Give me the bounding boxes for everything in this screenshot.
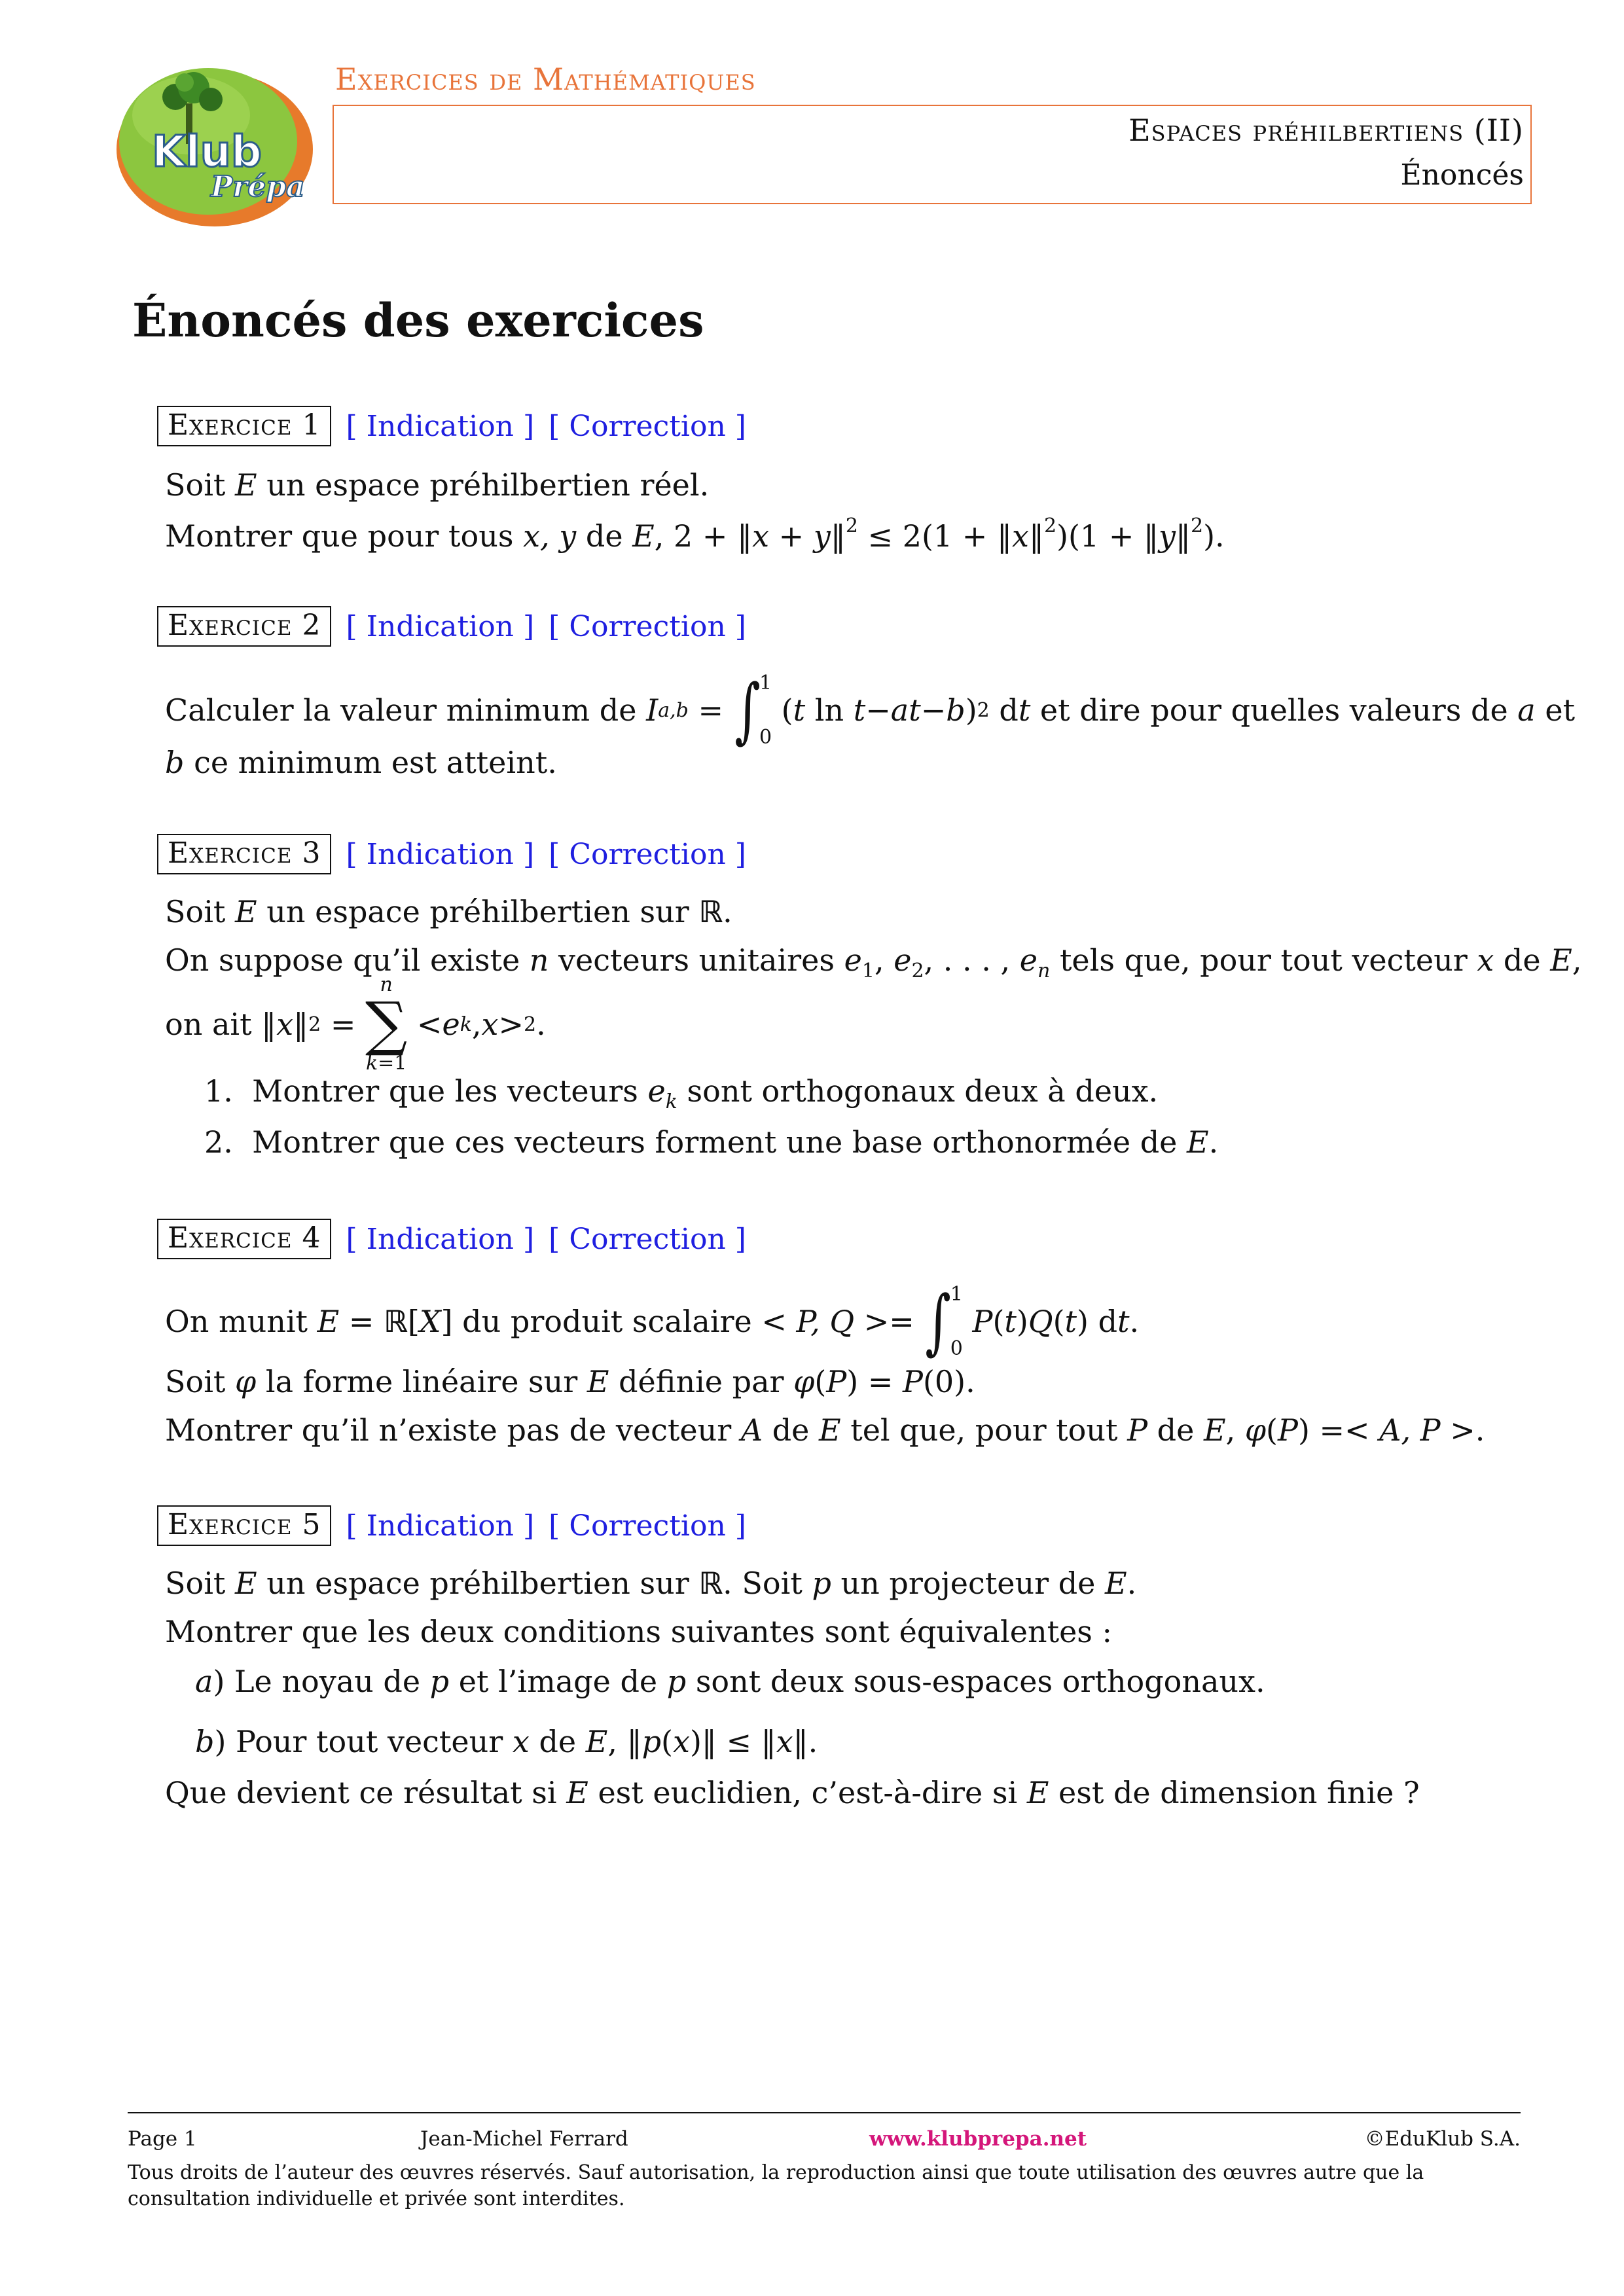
indication-link[interactable]: [ Indication ]: [346, 837, 535, 871]
footer-page-number: Page 1: [128, 2127, 197, 2151]
correction-link[interactable]: [ Correction ]: [549, 837, 746, 871]
svg-text:Prépa: Prépa: [211, 170, 305, 204]
exercise-label: Exercice 1: [157, 406, 331, 446]
exercise-5-item-a: a) Le noyau de p et l’image de p sont deux sous-espaces orthogonaux.: [195, 1664, 1265, 1699]
exercise-1-line-2: Montrer que pour tous x, y de E, 2 + ‖x + y‖$^2$ ≤ 2(1 + ‖x‖$^2$)(1 + ‖y‖$^2$).: [165, 514, 1225, 554]
correction-link[interactable]: [ Correction ]: [549, 609, 746, 643]
exercise-5-line-3: Que devient ce résultat si E est euclidien, c’est-à-dire si E est de dimension finie ?: [165, 1775, 1420, 1810]
page-title: Énoncés des exercices: [132, 293, 704, 348]
exercise-3-header: [157, 834, 746, 874]
exercise-1-line-1: Soit E un espace préhilbertien réel.: [165, 467, 710, 503]
exercise-1-header: [157, 406, 746, 446]
footer-site-link[interactable]: www.klubprepa.net: [869, 2127, 1087, 2151]
exercise-2-line-2: b ce minimum est atteint.: [165, 745, 557, 780]
footer-rule: [128, 2112, 1521, 2113]
exercise-4-line-3: Montrer qu’il n’existe pas de vecteur A de E tel que, pour tout P de E, φ(P) =< A, P >.: [165, 1412, 1485, 1448]
indication-link[interactable]: [ Indication ]: [346, 409, 535, 443]
chapter-title: Espaces préhilbertiens (II): [1128, 113, 1524, 148]
exercise-2-header: [157, 606, 746, 647]
exercise-3-line-2: On suppose qu’il existe n vecteurs unitaires $e_1$, $e_2$, . . . , $e_n$ tels que, pour tout vecteur x de E,: [165, 942, 1582, 982]
exercise-3-line-1: Soit E un espace préhilbertien sur ℝ.: [165, 894, 732, 929]
exercise-2-line-1: Calculer la valeur minimum de I a,b = ∫ 1 0 ( t ln t − at − b ) 2 d t et dire pour quelles valeurs de a et: [165, 669, 1576, 751]
exercise-label: Exercice 2: [157, 606, 331, 647]
header-box: [333, 105, 1532, 204]
exercise-4-line-1: On munit E = ℝ [ X ] du produit scalaire < P, Q >= ∫ 1 0 P ( t ) Q ( t ) d t .: [165, 1280, 1140, 1363]
correction-link[interactable]: [ Correction ]: [549, 409, 746, 443]
klubprepa-logo: [113, 56, 316, 228]
indication-link[interactable]: [ Indication ]: [346, 1222, 535, 1256]
exercise-4-header: [157, 1219, 746, 1259]
exercise-label: Exercice 3: [157, 834, 331, 874]
svg-text:Klub: Klub: [152, 126, 262, 177]
footer-author: Jean-Michel Ferrard: [420, 2127, 628, 2151]
exercise-5-line-1: Soit E un espace préhilbertien sur ℝ. Soit p un projecteur de E.: [165, 1566, 1137, 1601]
footer-notice: Tous droits de l’auteur des œuvres réservés. Sauf autorisation, la reproduction ainsi que toute utilisation des œuvres autre que la consultation individuelle et privée sont interdites.: [128, 2161, 1424, 2210]
brand-title: Exercices de Mathématiques: [335, 62, 756, 97]
exercise-label: Exercice 4: [157, 1219, 331, 1259]
exercise-3-item-1: 1. Montrer que les vecteurs $e_k$ sont orthogonaux deux à deux.: [204, 1073, 1159, 1113]
exercise-5-item-b: b) Pour tout vecteur x de E, ‖p(x)‖ ≤ ‖x‖.: [195, 1724, 818, 1759]
indication-link[interactable]: [ Indication ]: [346, 609, 535, 643]
chapter-subtitle: Énoncés: [1400, 158, 1524, 192]
indication-link[interactable]: [ Indication ]: [346, 1509, 535, 1543]
exercise-label: Exercice 5: [157, 1505, 331, 1546]
correction-link[interactable]: [ Correction ]: [549, 1222, 746, 1256]
exercise-4-line-2: Soit φ la forme linéaire sur E définie par φ(P) = P(0).: [165, 1364, 975, 1399]
correction-link[interactable]: [ Correction ]: [549, 1509, 746, 1543]
exercise-3-line-3: on ait ‖ x ‖ 2 = n ∑ k=1 < e k , x > 2 .: [165, 973, 546, 1075]
exercise-text-source: [0, 0, 1, 1]
exercise-5-header: [157, 1505, 746, 1546]
exercise-5-line-2: Montrer que les deux conditions suivantes sont équivalentes :: [165, 1614, 1113, 1649]
footer-copyright: ©EduKlub S.A.: [1364, 2127, 1521, 2151]
exercise-3-item-2: 2. Montrer que ces vecteurs forment une base orthonormée de E.: [204, 1124, 1219, 1160]
